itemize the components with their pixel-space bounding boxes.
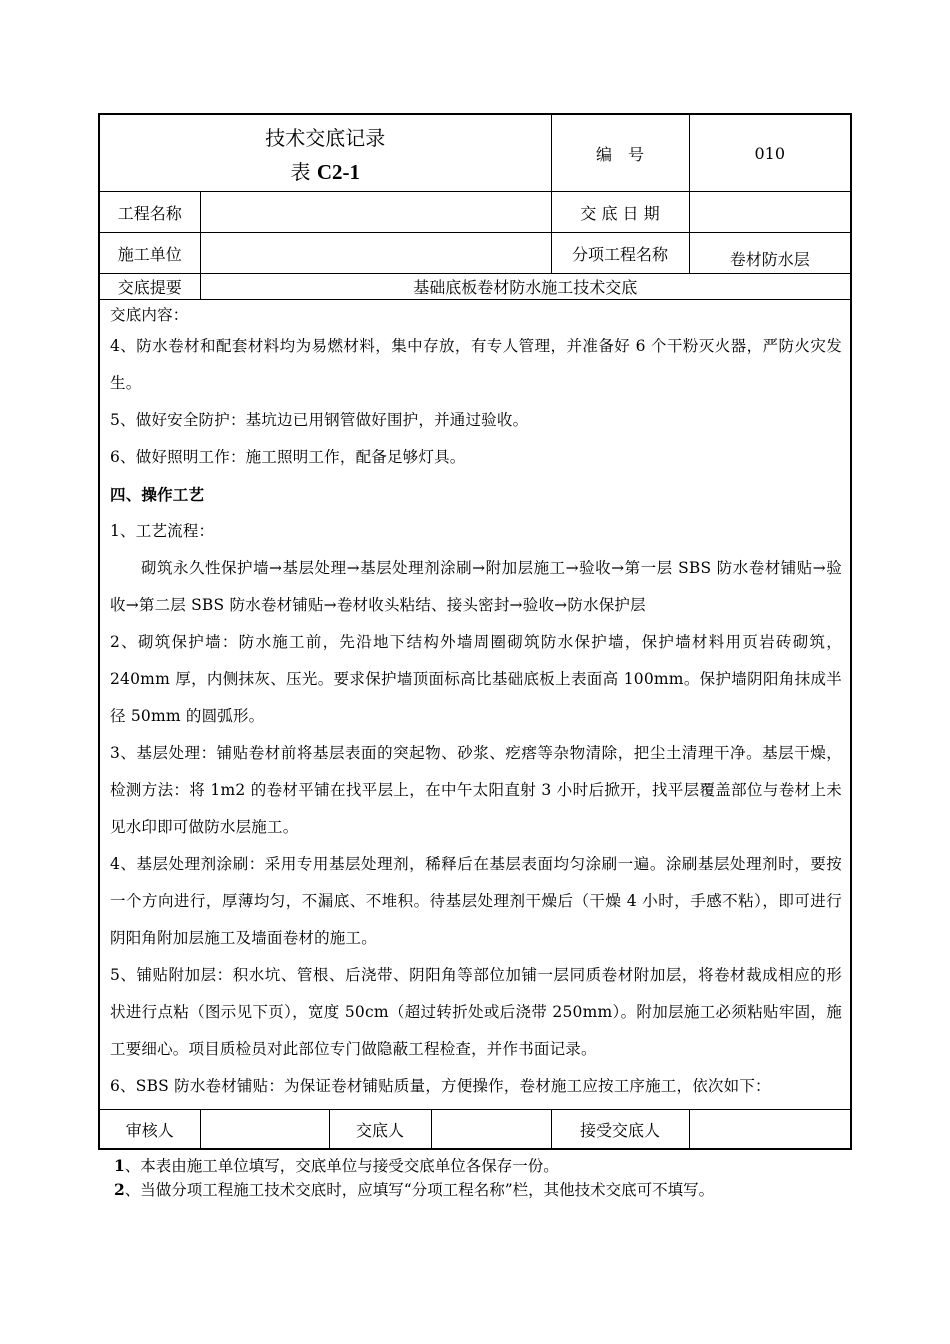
record-form: [98, 113, 852, 1150]
content-paragraph: 6、做好照明工作：施工照明工作，配备足够灯具。: [110, 448, 466, 466]
discloser-field[interactable]: [431, 1110, 551, 1150]
summary-field[interactable]: 基础底板卷材防水施工技术交底: [200, 274, 851, 300]
date-field[interactable]: [689, 192, 851, 233]
content-paragraph: 5、做好安全防护：基坑边已用钢管做好围护，并通过验收。: [110, 411, 529, 429]
receiver-label: 接受交底人: [551, 1110, 689, 1150]
subproject-label: 分项工程名称: [551, 233, 689, 274]
form-code: C2-1: [316, 160, 361, 184]
form-code-line: [100, 159, 551, 185]
content-paragraph: 4、防水卷材和配套材料均为易燃材料，集中存放，有专人管理，并准备好 6 个干粉灭火器，严防火灾发生。: [110, 337, 842, 392]
form-title: 技术交底记录: [265, 126, 386, 150]
date-label: 交 底 日 期: [551, 192, 689, 233]
receiver-field[interactable]: [689, 1110, 851, 1150]
disclosure-content: [99, 300, 851, 1110]
content-paragraph: 6、SBS 防水卷材铺贴：为保证卷材铺贴质量，方便操作，卷材施工应按工序施工，依次如下：: [110, 1077, 771, 1095]
summary-label: 交底提要: [99, 274, 200, 300]
technical-disclosure-record: [98, 113, 850, 1202]
content-paragraph: 3、基层处理：铺贴卷材前将基层表面的突起物、砂浆、疙瘩等杂物清除，把尘土清理干净。基层干燥，检测方法：将 1m2 的卷材平铺在找平层上，在中午太阳直射 3 小时后掀开，找平层覆盖部位与卷材上未见水印即可做防水层施工。: [110, 744, 842, 836]
section-heading: 四、操作工艺: [110, 485, 205, 504]
content-heading: 交底内容：: [110, 306, 189, 324]
unit-field[interactable]: [200, 233, 551, 274]
note-item: [114, 1178, 850, 1202]
content-paragraph: 2、砌筑保护墙：防水施工前，先沿地下结构外墙周圈砌筑防水保护墙，保护墙材料用页岩砖砌筑，240mm 厚，内侧抹灰、压光。要求保护墙顶面标高比基础底板上表面高 100mm。保护墙阴阳角抹成半径 50mm 的圆弧形。: [110, 633, 842, 725]
note-number: 2: [114, 1180, 125, 1199]
unit-label: 施工单位: [99, 233, 200, 274]
reviewer-label: 审核人: [99, 1110, 200, 1150]
content-paragraph: 1、工艺流程：: [110, 522, 215, 540]
form-notes: [98, 1154, 850, 1202]
note-item: [114, 1154, 850, 1178]
project-name-label: 工程名称: [99, 192, 200, 233]
content-paragraph: 5、铺贴附加层：积水坑、管根、后浇带、阴阳角等部位加铺一层同质卷材附加层，将卷材裁成相应的形状进行点粘（图示见下页），宽度 50cm（超过转折处或后浇带 250mm）。附加层施工必须粘贴牢固，施工要细心。项目质检员对此部位专门做隐蔽工程检查，并作书面记录。: [110, 966, 842, 1058]
project-name-field[interactable]: [200, 192, 551, 233]
form-code-prefix: 表: [290, 160, 311, 184]
title-cell: [99, 114, 551, 192]
number-label: 编 号: [551, 114, 689, 192]
note-text: 、当做分项工程施工技术交底时，应填写“分项工程名称”栏，其他技术交底可不填写。: [124, 1181, 715, 1199]
process-flow: 砌筑永久性保护墙→基层处理→基层处理剂涂刷→附加层施工→验收→第一层 SBS 防水卷材铺贴→验收→第二层 SBS 防水卷材铺贴→卷材收头粘结、接头密封→验收→防水保护层: [110, 559, 842, 614]
note-text: 、本表由施工单位填写，交底单位与接受交底单位各保存一份。: [124, 1157, 559, 1175]
discloser-label: 交底人: [329, 1110, 431, 1150]
subproject-field[interactable]: 卷材防水层: [689, 233, 851, 274]
reviewer-field[interactable]: [200, 1110, 329, 1150]
note-number: 1: [114, 1156, 125, 1175]
number-value[interactable]: 010: [689, 114, 851, 192]
content-paragraph: 4、基层处理剂涂刷：采用专用基层处理剂，稀释后在基层表面均匀涂刷一遍。涂刷基层处理剂时，要按一个方向进行，厚薄均匀，不漏底、不堆积。待基层处理剂干燥后（干燥 4 小时，手感不粘），即可进行阴阳角附加层施工及墙面卷材的施工。: [110, 855, 842, 947]
